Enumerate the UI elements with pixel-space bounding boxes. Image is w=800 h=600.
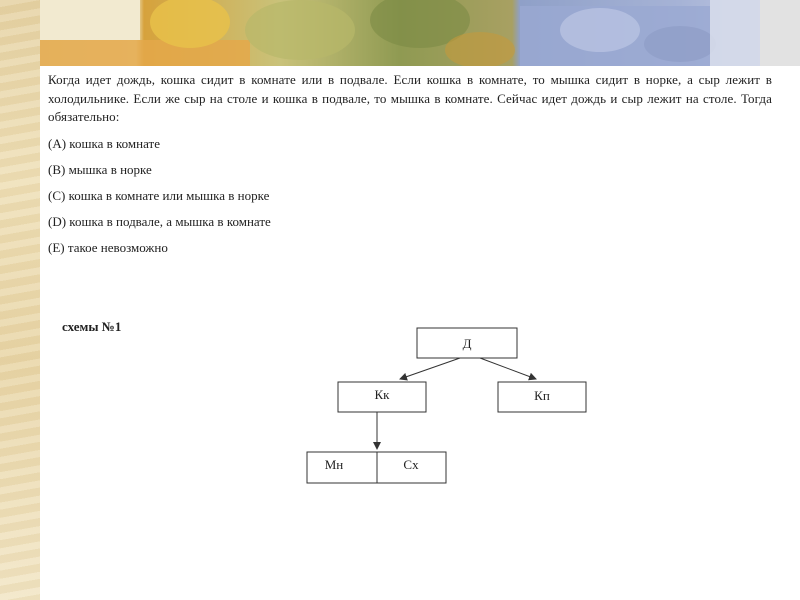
node-left-label: Кк — [374, 387, 390, 402]
scheme-title: схемы №1 — [62, 319, 122, 334]
question-text: Когда идет дождь, кошка сидит в комнате или в подвале. Если кошка в комнате, то мышка сидит в норке, а сыр лежит в холодильнике. Если же сыр на столе и кошка в подвале, то мышка в комнате. Сейчас идет дождь и сыр лежит на столе. Тогда обязательно: — [48, 72, 772, 124]
arrow-root-right — [480, 358, 536, 379]
option-c: (C) кошка в комнате или мышка в норке — [48, 187, 270, 203]
answer-options — [48, 135, 772, 257]
node-leaf-left-label: Мн — [324, 457, 344, 472]
node-right-label: Кп — [534, 388, 550, 403]
option-a: (A) кошка в комнате — [48, 135, 160, 151]
option-d: (D) кошка в подвале, а мышка в комнате — [48, 213, 271, 229]
slide-content — [48, 71, 772, 265]
decorative-banner — [0, 0, 800, 66]
option-b: (B) мышка в норке — [48, 161, 152, 177]
node-root-label: Д — [462, 336, 472, 351]
node-leaf-right-label: Сх — [403, 457, 419, 472]
tree-diagram — [300, 322, 600, 492]
decorative-left-strip — [0, 0, 40, 600]
arrow-root-left — [400, 358, 460, 379]
option-e: (E) такое невозможно — [48, 239, 168, 255]
